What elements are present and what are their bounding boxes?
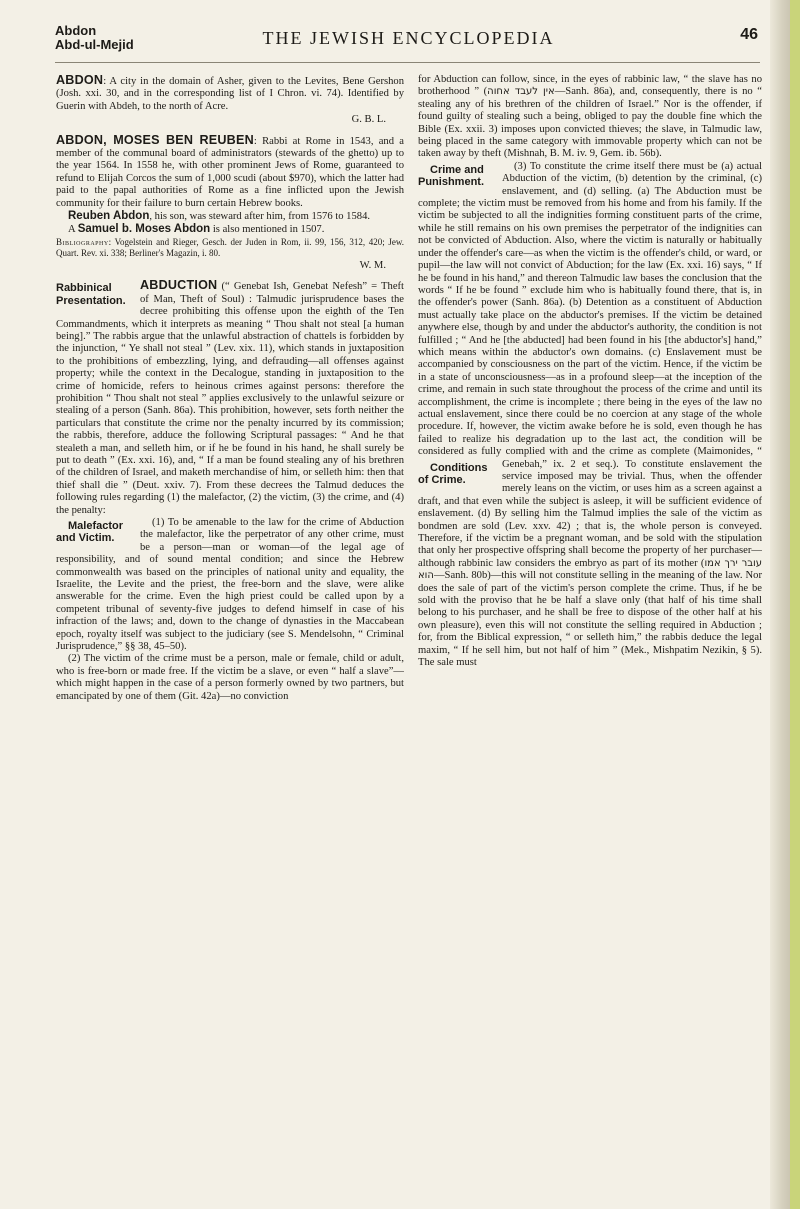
entry-abduction [56,279,404,517]
right-column [418,74,762,1194]
paragraph-malefactor-text: (1) To be amenable to the law for the crime of Abduction the malefactor, like the perpetrator of any other crime, must be a person—man or woman—of the legal age of responsibility, and of sound mental condition; and since the Hebrew commonwealth was based on the principles of national unity and equality, the Israelite, the Levite and the priest, the free-born and the slave, were alike answerable for the crime. Even the high priest could be called upon by a competent tribunal of seventy-five judges to defend himself in case of his infraction of the laws; and, down to the change of dynasties in the Maccabean epoch, royalty itself was subject to the judiciary (see S. Mendelsohn, “ Criminal Jurisprudence,” §§ 38, 45–50). [56,517,404,653]
left-column [56,74,404,1194]
encyclopedia-title: THE JEWISH ENCYCLOPEDIA [262,28,555,48]
paragraph-victim-text: (2) The victim of the crime must be a person, male or female, child or adult, who is free-born or made free. If the victim be a slave, or even “ half a slave”—which might happen in the case of a person formerly owned by two partners, but emancipated by one of them (Git. 42a)—no conviction [56,653,404,702]
paragraph-slave-text-a: for Abduction can follow, since, in the eyes of rabbinic law, “ the slave has no brotherhood ” ( [418,74,762,98]
headword-abdon-moses: ABDON, MOSES BEN REUBEN [56,132,254,147]
margin-heading-conditions: Conditions of Crime. [418,461,488,486]
margin-heading-crime: Crime and Punishment. [418,163,485,189]
paragraph-malefactor [56,517,404,653]
page-header [55,20,762,62]
entry-abdon [56,74,404,113]
subhead-reuben: Reuben Abdon [68,210,150,223]
margin-heading-rabbinical: Rabbinical Presentation. [56,282,126,307]
bibliography-label: Bibliography [56,236,109,247]
paragraph-crime-text-b: —Sanh. 80b)—this will not constitute selling in the meaning of the law. Nor does the sale of part of the victim's person complete the crime. Thus, if he be sold with the proviso that he be half a slave only (that half of his time shall belong to his purchaser, and he shall be free to dispose of the other half at his own pleasure), even this will not constitute the selling required in Abduction ; for, from the Biblical expression, “ or selleth him,” the rabbis deduce the legal maxim, “ If he sell him, but not half of him ” (Mek., Mishpatim Nezikin, § 5). The sale must [418,570,762,669]
header-rule [55,62,760,63]
paragraph-slave-text-b: —Sanh. 86a), and, consequently, there is no “ stealing any of his brethren of the children of Israel.” Nor is the offender, if found guilty of stealing such a being, obliged to pay the double fine which the Bible (Ex. xxii. 3) imposes upon convicted thieves; the slave, in Talmudic law, being placed in the same category with immovable property which can not be taken away by theft (Mishnah, B. M. iv. 9, Gem. ib. 56b). [418,86,762,160]
subhead-samuel: Samuel b. Moses Abdon [77,223,211,236]
signature-abdon: G. B. L. [351,114,386,126]
page-number: 46 [740,26,758,43]
entry-samuel-pre: A [68,224,78,236]
entry-abdon-moses-text: : Rabbi at Rome in 1543, and a member of the communal board of administrators (stewards of the ghetto) up to the year 1564. In 1558 he, with other prominent Jews of Rome, guaranteed to refund to Elijah Corcos the sum of 1,000 scudi (about $970), which the latter had paid to the papal authorities of Rome as a fine inflicted upon the Jewish community for their failure to burn certain Hebrew books. [56,135,404,209]
hebrew-phrase-slave: אין לעבד אחוה [487,86,555,98]
entry-samuel [56,223,404,236]
entry-reuben [56,210,404,223]
headword-abdon: ABDON [56,74,104,87]
page-edge [770,0,800,1209]
paragraph-crime [418,161,762,670]
paragraph-slave [418,74,762,161]
paragraph-crime-text: (3) To constitute the crime itself there must be (a) actual Abduction of the victim, (b) detention by the criminal, (c) enslavement, and (d) selling. (a) The Abduction must be complete; the victim must be removed from his home and from his family. If the victim be subjected to all the indignities forming constituent parts of the crime, while he still remains on his own premises the perpetrator of the indignities can not be convicted of Abduction. Also, where the victim is naturally or habitually under the offender's care—as when the victim is the offender's child, or ward, or pupil—the law will not convict of Abduction; for the law (Ex. xxi. 16) says, “ If he be found in his hand,” and thereon Talmudic law bases the conclusion that the words “ If he be found ” exclude him who is habitually found there, that is, in the offender's power (Sanh. 86a). (b) Detention as a constituent of Abduction must actually take place on the abductor's premises. If the victim be detained anywhere else, though by and under the abductor's authority, the condition is not fulfilled ; “ And he [the abducted] had been found in his [the abductor's] hand,” which means within the abductor's own domains. (c) Enslavement must be accompanied by consciousness on the part of the victim. Hence, if the victim be in a state of unconsciousness—as in a profound sleep—at the inception of the crime, and remain in such state throughout the process of the crime and until its accomplishment, the crime is incomplete ; there being in the eyes of the law no actual enslavement, since there could be no coercion at any stage of the whole procedure. If, however, the victim awake before he is sold, even though he has failed to realize his degradation up to the last act, the condition will be considered as fully complied with and the crime as complete (Maimonides, “ Genebah,” ix. 2 et seq.). Conditions of Crime. To constitute enslavement the service imposed may be trivial. Thus, when the offender merely leans on the victim, or uses him as a screen against a draft, and that even while the subject is asleep, it will be sufficient evidence of enslavement. (d) By selling him the Talmud implies the sale of the victim as bondmen are sold (Lev. xxv. 42) ; that is, the whole person is conveyed. Therefore, if the victim be a pregnant woman, and be sold with the stipulation that only her prospective offspring shall become the property of her purchaser—although rabbinic law considers the embryo as part of its mother ( [418,160,762,569]
paragraph-victim [56,653,404,703]
entry-reuben-text: , his son, was steward after him, from 1576 to 1584. [149,211,371,223]
entry-abdon-moses [56,134,404,210]
bibliography-text: : Vogelstein and Rieger, Gesch. der Juden in Rom, ii. 99, 156, 312, 420; Jew. Quart. Rev. xi. 338; Berliner's Magazin, i. 80. [56,236,404,258]
signature-moses: W. M. [359,259,386,271]
headword-abduction: ABDUCTION [140,278,218,293]
bibliography [56,237,404,259]
hebrew-phrase-embryo: עובר ירך אמו הוא [418,557,762,582]
section-range-bottom: Abd-ul-Mejid [55,37,134,52]
entry-abdon-text: : A city in the domain of Asher, given to the Levites, Bene Gershon (Josh. xxi. 30, and in the corresponding list of I Chron. vi. 74). Identified by Guerin with Abdeh, to the north of Acre. [56,76,404,112]
page-edge-tab [790,0,800,1209]
margin-heading-malefactor: Malefactor and Victim. [56,520,124,545]
section-range-top: Abdon [55,23,97,38]
entry-samuel-text: is also mentioned in 1507. [210,224,325,236]
entry-abduction-intro: (“ Genebat Ish, Genebat Nefesh” = Theft of Man, Theft of Soul) : Talmudic jurisprudence bases the decree prohibiting this offense upon the eighth of the Ten Commandments, which it interprets as meaning “ Thou shalt not steal [a human being].” The rabbis argue that the unlawful abstraction of chattels is forbidden by the injunction, “ Ye shall not steal ” (Lev. xix. 11), which stands in juxtaposition to the prohibitions of embezzling, lying, and defrauding—all offenses against property; while the context in the Decalogue, standing in juxtaposition to the crime of homicide, refers to heinous crimes against persons: therefore the prohibition “ Thou shalt not steal ” applies exclusively to the unlawful seizure or stealing of a person (Sanh. 86a). This prohibition, however, sets forth neither the particulars that constitute the crime nor the penalty incurred by its commission; the rabbis, therefore, adduce the following Scriptural passages: “ And he that stealeth a man, and selleth him, or if he be found in his hand, he shall surely be put to death ” (Ex. xxi. 16), and, “ If a man be found stealing any of his brethren of the children of Israel, and maketh merchandise of him, or selleth him: then that thief shall die ” (Deut. xxiv. 7). From these decrees the Talmud deduces the following rules regarding (1) the malefactor, (2) the victim, (3) the crime, and (4) the penalty: [56,281,404,516]
